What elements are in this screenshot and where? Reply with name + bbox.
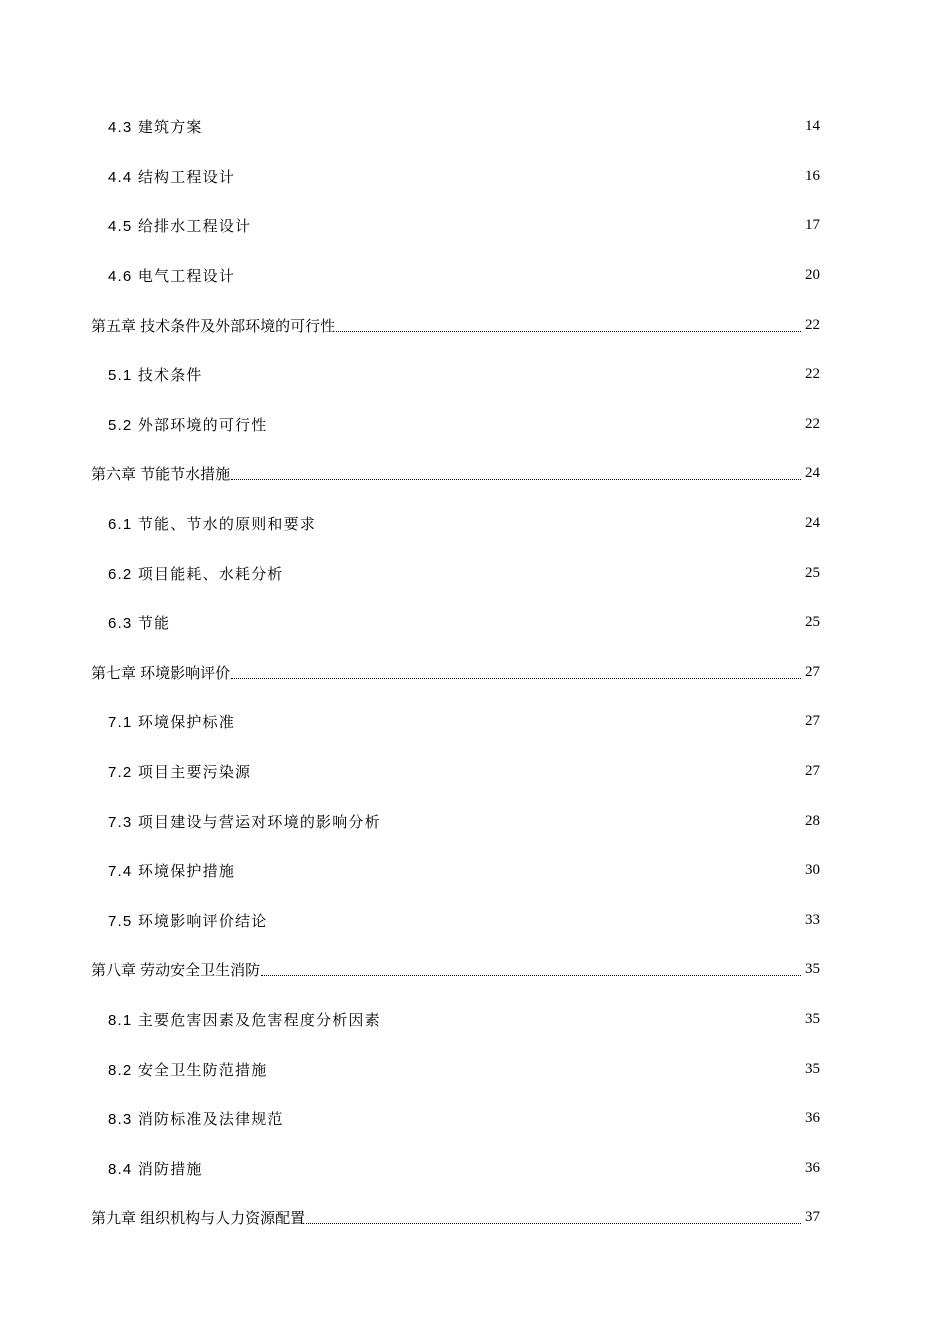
toc-entry-page: 36 <box>805 1110 820 1127</box>
toc-entry-label: 6.1 节能、节水的原则和要求 <box>108 516 317 534</box>
table-of-contents <box>91 102 820 1243</box>
toc-entry-page: 28 <box>805 812 820 829</box>
toc-entry-page: 16 <box>805 167 820 184</box>
toc-entry-section[interactable] <box>91 1044 820 1094</box>
toc-entry-section[interactable] <box>91 995 820 1045</box>
toc-entry-page: 27 <box>805 763 820 780</box>
dot-leader <box>231 479 801 480</box>
toc-entry-chapter[interactable] <box>91 449 820 499</box>
toc-entry-section[interactable] <box>91 896 820 946</box>
toc-entry-page: 20 <box>805 267 820 284</box>
toc-entry-section[interactable] <box>91 747 820 797</box>
toc-entry-page: 33 <box>805 911 820 928</box>
toc-entry-page: 30 <box>805 862 820 879</box>
toc-entry-label: 第八章 劳动安全卫生消防 <box>91 962 261 980</box>
toc-entry-label: 4.4 结构工程设计 <box>108 168 236 186</box>
toc-entry-page: 35 <box>805 961 820 978</box>
toc-entry-section[interactable] <box>91 251 820 301</box>
toc-entry-page: 27 <box>805 663 820 680</box>
toc-entry-label: 4.3 建筑方案 <box>108 119 203 137</box>
toc-entry-page: 17 <box>805 217 820 234</box>
toc-entry-section[interactable] <box>91 499 820 549</box>
toc-entry-label: 7.4 环境保护措施 <box>108 863 236 881</box>
toc-entry-section[interactable] <box>91 350 820 400</box>
toc-entry-label: 8.4 消防措施 <box>108 1160 203 1178</box>
dot-leader <box>306 1223 801 1224</box>
toc-entry-page: 27 <box>805 713 820 730</box>
toc-entry-section[interactable] <box>91 1143 820 1193</box>
toc-entry-chapter[interactable] <box>91 300 820 350</box>
toc-entry-section[interactable] <box>91 152 820 202</box>
toc-entry-section[interactable] <box>91 598 820 648</box>
toc-entry-section[interactable] <box>91 201 820 251</box>
toc-entry-section[interactable] <box>91 400 820 450</box>
toc-entry-page: 25 <box>805 564 820 581</box>
toc-entry-chapter[interactable] <box>91 945 820 995</box>
toc-entry-section[interactable] <box>91 846 820 896</box>
toc-entry-label: 5.1 技术条件 <box>108 367 203 385</box>
toc-entry-label: 7.5 环境影响评价结论 <box>108 912 268 930</box>
toc-entry-chapter[interactable] <box>91 648 820 698</box>
toc-entry-label: 8.3 消防标准及法律规范 <box>108 1111 284 1129</box>
toc-entry-page: 24 <box>805 515 820 532</box>
dot-leader <box>261 975 801 976</box>
dot-leader <box>231 678 801 679</box>
dot-leader <box>336 331 801 332</box>
toc-entry-section[interactable] <box>91 796 820 846</box>
toc-entry-label: 8.2 安全卫生防范措施 <box>108 1061 268 1079</box>
toc-entry-label: 4.6 电气工程设计 <box>108 268 236 286</box>
toc-entry-label: 8.1 主要危害因素及危害程度分析因素 <box>108 1011 381 1029</box>
toc-entry-page: 25 <box>805 614 820 631</box>
toc-entry-page: 14 <box>805 118 820 135</box>
toc-entry-label: 7.3 项目建设与营运对环境的影响分析 <box>108 813 381 831</box>
toc-entry-label: 4.5 给排水工程设计 <box>108 218 252 236</box>
toc-entry-label: 第五章 技术条件及外部环境的可行性 <box>91 317 336 335</box>
toc-entry-label: 6.2 项目能耗、水耗分析 <box>108 565 284 583</box>
toc-entry-page: 37 <box>805 1209 820 1226</box>
toc-entry-label: 第七章 环境影响评价 <box>91 664 231 682</box>
toc-entry-section[interactable] <box>91 1094 820 1144</box>
toc-entry-page: 36 <box>805 1159 820 1176</box>
toc-entry-page: 24 <box>805 465 820 482</box>
toc-entry-label: 7.1 环境保护标准 <box>108 714 236 732</box>
toc-entry-section[interactable] <box>91 102 820 152</box>
toc-entry-page: 35 <box>805 1010 820 1027</box>
toc-entry-chapter[interactable] <box>91 1193 820 1243</box>
toc-entry-label: 5.2 外部环境的可行性 <box>108 416 268 434</box>
toc-entry-section[interactable] <box>91 697 820 747</box>
toc-entry-label: 第九章 组织机构与人力资源配置 <box>91 1210 306 1228</box>
toc-entry-page: 22 <box>805 415 820 432</box>
toc-entry-section[interactable] <box>91 548 820 598</box>
toc-entry-label: 7.2 项目主要污染源 <box>108 764 252 782</box>
toc-entry-label: 第六章 节能节水措施 <box>91 466 231 484</box>
toc-entry-label: 6.3 节能 <box>108 615 171 633</box>
toc-entry-page: 35 <box>805 1060 820 1077</box>
toc-entry-page: 22 <box>805 316 820 333</box>
toc-entry-page: 22 <box>805 366 820 383</box>
